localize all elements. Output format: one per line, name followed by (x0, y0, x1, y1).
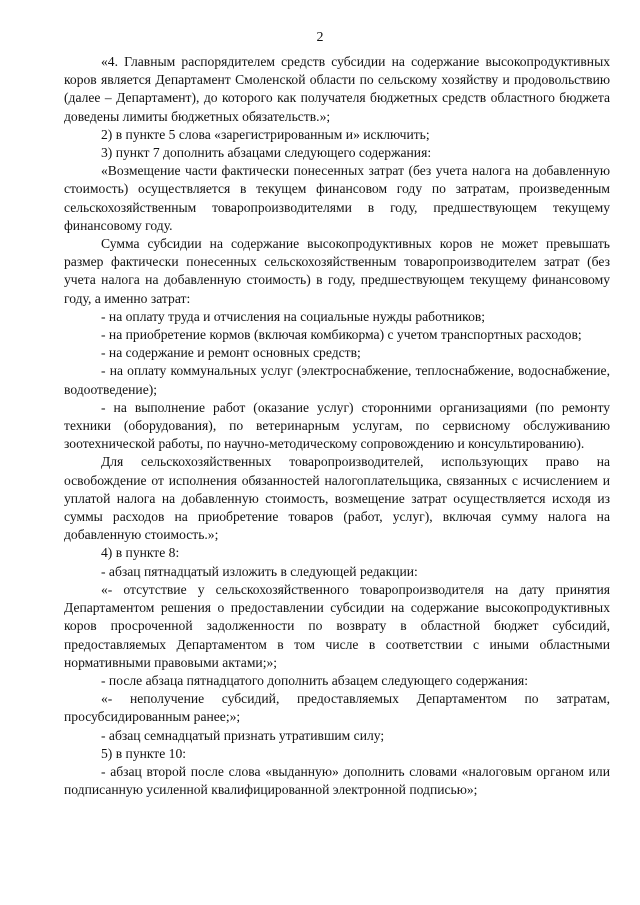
paragraph-abzac-15: - абзац пятнадцатый изложить в следующей редакции: (101, 563, 418, 579)
document-body (64, 53, 610, 799)
paragraph-item-3: 3) пункт 7 дополнить абзацами следующего содержания: (101, 145, 432, 161)
paragraph-after-15: - после абзаца пятнадцатого дополнить абзацем следующего содержания: (101, 672, 529, 688)
page-number: 2 (316, 30, 324, 45)
paragraph-subsidy-amount: Сумма субсидии на содержание высокопродуктивных коров не может превышать размер фактически понесенных сельскохозяйственным товаропроизводителем затрат (без учета налога на добавленную стоимость) в году, предшествующем текущему финансовому году, а именно затрат: (64, 236, 610, 306)
list-item-labor: - на оплату труда и отчисления на социальные нужды работников; (101, 308, 486, 324)
paragraph-item-5: 5) в пункте 10: (101, 745, 187, 761)
paragraph-item-2: 2) в пункте 5 слова «зарегистрированным и» исключить; (101, 126, 430, 142)
paragraph-vat-exempt: Для сельскохозяйственных товаропроизводителей, использующих право на освобождение от исполнения обязанностей налогоплательщика, связанных с исчислением и уплатой налога на добавленную стоимость, возмещение затрат осуществляется исходя из суммы расходов на приобретение товаров (работ, услуг), включая сумму налога на добавленную стоимость.»; (64, 454, 610, 543)
paragraph-item-4: 4) в пункте 8: (101, 545, 180, 561)
paragraph-no-double-subsidy: «- неполучение субсидий, предоставляемых Департаментом по затратам, просубсидированным ранее;»; (64, 691, 610, 725)
paragraph-abzac-2: - абзац второй после слова «выданную» дополнить словами «налоговым органом или подписанную усиленной квалифицированной электронной подписью»; (64, 763, 610, 798)
paragraph-no-debt: «- отсутствие у сельскохозяйственного товаропроизводителя на дату принятия Департаментом решения о предоставлении субсидии на содержание высокопродуктивных коров просроченной задолженности по возврату в областной бюджет субсидий, предоставляемых Департаментом в том числе в соответствии с иными областными нормативными правовыми актами;»; (64, 581, 610, 670)
paragraph-reimbursement: «Возмещение части фактически понесенных затрат (без учета налога на добавленную стоимость) осуществляется в текущем финансовом году по затратам, произведенным сельскохозяйственным товаропроизводителями в году, предшествующем текущему финансовому году. (64, 163, 610, 233)
list-item-services: - на выполнение работ (оказание услуг) сторонними организациями (по ремонту техники (оборудования), по ветеринарным услугам, по сервисному обслуживанию зоотехнической работы, по научно-методическому сопровождению и консультированию). (64, 399, 610, 452)
paragraph-abzac-17: - абзац семнадцатый признать утратившим силу; (101, 727, 385, 743)
list-item-feed: - на приобретение кормов (включая комбикорма) с учетом транспортных расходов; (101, 327, 582, 343)
paragraph-chief-administrator: «4. Главным распорядителем средств субсидии на содержание высокопродуктивных коров является Департамент Смоленской области по сельскому хозяйству и продовольствию (далее – Департамент), до которого как получателя бюджетных средств областного бюджета доведены лимиты бюджетных обязательств.»; (64, 54, 610, 124)
list-item-maintenance: - на содержание и ремонт основных средств; (101, 345, 361, 361)
list-item-utilities: - на оплату коммунальных услуг (электроснабжение, теплоснабжение, водоснабжение, водоотведение); (64, 363, 610, 397)
